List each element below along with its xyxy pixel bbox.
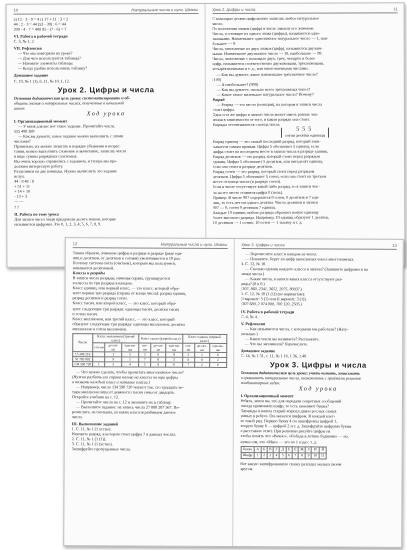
text-line: — Перечислите класс в каждом из чисел. [245,251,318,257]
section-heading: VII. Рефлексия [13,45,42,51]
text-line: числами? [14,138,31,144]
table-cell: 9 [105,357,121,362]
table-cell: 2 [194,362,209,367]
text-line: — Для чего используются таблицы? [17,55,82,61]
text-line: другом. [240,465,254,471]
section-heading: IV. Работа в рабочей тетради [240,308,295,314]
page-12 [64,238,234,546]
text-line: Правильно, их можно записать в порядке убывания и возрас- [14,143,121,149]
text-line: 5. С. 12, № 10 (1 (1)) (по вариантам): [241,291,305,297]
text-line: называются цифрами. Это 0, 1, 2, 3, 4, 5, 6, 7, 8, 9. [14,221,102,227]
page-body [212,15,398,224]
page-number: 12 [72,241,78,247]
cipher-row-label: Шифр [241,452,255,458]
text-line: В записи числа разряды, начиная справа, группируются [72,275,170,281]
text-line: вторую букву 6 — цифрой 2 и т. д. Зашифруйте цифрами буквы [240,423,352,429]
cipher-cell: В [267,446,273,452]
class-header: Класс миллионов (третий класс) [93,334,139,343]
running-title: Натуральные числа и нули. Шкалы [131,7,199,13]
text-line: — Например, число 134 590 720 читают так: сто тридцать че- [76,384,184,390]
text-line: и сравнивать натуральные числа, познакомить с приёмами решения [240,375,361,381]
section-heading: I. Организационный момент [13,118,68,124]
table-cell: 4 [121,362,139,367]
cipher-cell: Ё [292,446,298,452]
section-heading: III. Выполнение заданий [71,421,118,427]
table-cell: 7 [182,362,194,367]
text-line: умных в ребусе. Он оказался шифром. В каждой клет- [240,413,336,419]
figure-caption: сотни десятки единицы [285,132,326,138]
table-cell: 1 [105,352,121,357]
text-line: речислите, из скольких, из каких классов разбиваем данное [71,409,176,415]
running-title: Урок 2. Цифры и числа [212,6,256,12]
text-line: — Какие числа вы называете? Расскажите. [244,335,320,342]
text-line: (I вариант: 3 (1) или II вариант: 3 (1)). [240,296,307,302]
table-cell: 0 [182,357,194,362]
text-line: чтобы понять что «Вечно», «Победа в летние будними» — но, [240,433,349,440]
text-line: Поэтому система счёта (считаем), которым мы пользуемся, [72,260,176,266]
text-line: 907 — 0, сотен 9 десятков 7 единиц. [212,204,276,210]
text-line: стоит цифра. [212,106,235,112]
text-line: Класс миллионов, или третий класс, — это класс, который [72,315,175,322]
cipher-cell: Г [273,446,279,452]
cipher-cell: И [311,446,319,452]
place-value-figure [212,127,398,138]
text-line: ниц и десятков, от десятков к сотням) увеличивается в 10 раз. [72,255,181,261]
text-line: 44 : 2 · 3 = 44 (53 - 39) : 6 = 44 [13,21,66,27]
section-heading: I. Организационный момент [240,393,294,399]
text-line: С. 3, № 1, 2. [13,38,35,44]
table-cell: 0 [209,362,226,367]
text-line: в виде суммы разрядных слагаемых. [14,153,78,159]
text-line: ральные.) [240,330,258,336]
sub-header: де-сят-ки [194,343,209,352]
sub-header: еди-ни-цы [210,343,227,352]
table-cell: 3 [139,352,151,357]
text-line: — Какие числа, в записи каких класса отсутствуют раз- [245,276,343,282]
text-line: чения в зависимости от того, в каком разряде она стоит. [212,116,310,122]
text-line: Каждые 10 единиц любого разряда образуют новую единицу [212,209,319,215]
text-line: сывается самым правым. Цифра 5 обозначает 5 единиц, если [212,143,319,150]
text-line: Числа, состоящие из одного знака (цифры), называются одно- [212,30,321,37]
text-line: Числа, записанные из двух знаков (цифр), называются двузнач- [212,45,323,52]
sub-header: еди-ни-цы [166,343,183,352]
cipher-cell: З [306,446,312,452]
text-line: --- --- [14,199,24,205]
text-line: более высокого разряда. Например, 10 единиц образуют 1 десяток, [212,214,330,220]
text-line: а) 12 · 3 - 9 = 4 г) 17 + 11 : 3 = 2 [13,16,69,22]
text-line: в классы по три разряда в каждом. [72,280,133,286]
table-cell: 2 [210,357,227,362]
sub-header: сот-ни [182,343,194,352]
text-line: Класс тысяч, или второй класс, — это класс, который обра- [72,300,177,307]
text-line: (100) [212,76,222,82]
page-header [73,241,228,249]
table-cell: 1 [194,352,209,357]
text-line: — Как называются числа, с которыми мы работали? (Нату- [244,325,349,332]
table-row [73,361,227,367]
text-line: (307, 860, 2341, 3652, 2075, 80037.) [241,286,303,292]
place-value-table [72,333,227,368]
text-line: ке такой ряд. Первую букву 4 он зашифровал цифрой 1, [240,418,338,424]
text-line: зуют первые три разряда (справа от конца числа): разряд единиц, [72,290,187,297]
text-line: цифр, называются соответственно двузначными, трёхзначными, [212,61,325,67]
text-line: месте от конца числа (в разряде сотен). [212,179,282,185]
text-line: значными. Наименьшее однозначное натуральное число — 1, наи- [212,35,329,42]
row-label: 134 590 720 [74,361,92,367]
cipher-cell: Д [280,446,286,452]
page-header [241,242,397,250]
page-body [14,16,199,226]
table-cell: 8 [151,357,166,362]
text-line: Классы и разряды [72,270,106,276]
text-line: и назвать каждый класс и название класса.) [72,378,150,385]
section-title: Ход урока [298,386,338,393]
text-line: число. [71,414,84,420]
text-line: 10 десятков — 1 сотню, 10 сотен — 1 тысячу и т. д. [212,219,303,225]
class-header: Класс единиц (первый класс) [183,334,227,343]
text-line: Основная дидактическая цель урока: систематизировать и об- [13,94,130,101]
text-line: — Как вы думаете, какое задание можно выполнить с этими [17,133,124,139]
text-line: Вы очень хорошо справились с заданием, и теперь мы про- [14,158,118,164]
text-line: Ребята, зачем вы, что для передачи секретных сообщений [240,398,342,404]
cipher-cell: 2 [261,452,267,458]
text-line: иногда применяли шифр, то есть заменяют буквы? [240,403,329,409]
text-line: тания, можно выполнить сложение и вычитание, записать числа [14,148,127,154]
lesson-title: Урок 3. Цифры и числа [270,360,367,370]
cipher-cell: 5 [280,452,286,458]
cipher-cell: Е [286,446,292,452]
text-line: называется десятичной. [72,265,115,271]
cipher-row-label: Буква [241,446,255,452]
text-line: ряды? (0 и 0.) [241,281,265,287]
text-line: С. 10, № 1 (1), 6, 11, № 10, 1, 12. [13,77,70,84]
text-line: Откройте учебник на с. 12. [71,394,120,400]
text-line: Пример. В числе 907 содержится 9 сотен, 0 десятков и 7 еди- [212,194,320,200]
page-11 [205,3,404,266]
text-line: 2. С. 11, № 1 (1 (1)). [71,436,107,442]
text-line: ниц, то есть нет ни одного десятка. Число десятков в записи [212,199,318,205]
text-line: и сотни тысяч. [72,310,98,316]
cipher-cell: Б [261,446,267,452]
text-line: школе. [13,105,26,111]
lesson-title: Урок 2. Цифры и числа [57,84,155,95]
table-cell: 8 [166,352,183,357]
text-line: Разряды отсчитываются с конца числа. [212,121,281,127]
cipher-cell: 3 [267,452,273,458]
text-line: — У меня для вас вот такое задание. Прочитайте числа. [17,123,116,129]
cipher-cell: 8 [298,452,305,458]
text-line: тыре миллиона пятьсот девяносто тысяч семьсот двадцать. [71,389,176,395]
table-cell: 6 [210,352,227,357]
text-line: 200 - 4 · 7 = 400 85 - (7 - 6) = 7 [13,26,67,32]
text-line: единиц. Цифра 5 обозначает 5 десятков, или пятьдесят единиц, [212,158,323,165]
text-line: ? ? [14,204,19,210]
text-line: + 51 + 11 [14,183,30,189]
text-line: образуют следующие три разряда: единицы миллионов, десятки [72,320,185,327]
text-line: Разряд [212,96,225,102]
text-line: — А наибольшее? (999) [216,81,259,87]
page-header [212,6,398,14]
text-line: четырёхзначными и т. д., или многозначными числами. [212,66,309,72]
text-line: комбинаторных задач. [240,380,281,386]
sub-header: сот-ни [93,343,106,352]
section-heading: Домашнее задание [13,73,49,79]
cipher-cell: А [254,446,261,452]
text-line: С помощью десяти цифр можно записать любое натуральное [212,15,319,21]
section-title: Ход урока [86,110,126,118]
cipher-cell: 10 [311,452,319,458]
text-line: — Что нужно сделать, чтобы прочитать многозначное число? [76,368,184,375]
text-line: Разделимся на две команды. Нужно вычислить это задание [14,168,118,174]
table-cell: 1 [93,362,106,367]
section-heading: Домашнее задание [240,347,276,354]
text-line: большее — 9. [212,41,237,47]
text-line: С. 14, № 1 31, с. 11, № 1 16, 1.36, 1.40. [240,352,308,359]
cipher-cell: Й [319,446,327,452]
text-line: — Когда удобно использовать таблицу? [17,65,88,72]
sub-header: де-сят-ки [105,343,121,352]
text-line: 44 : 8 48 : 8 [14,178,34,184]
running-title: Натуральные числа и нули. Шкалы [160,241,228,247]
text-line: — Назовите элементы таблицы. [17,60,74,67]
text-line: Класс единиц, или первый класс, — это класс, который обра- [72,285,180,292]
page-13 [233,239,403,547]
text-line: 4. С. 12, № 10. [241,261,267,267]
text-line: Зашифруйте пропущенные числа. [71,446,131,452]
cipher-table [240,446,327,459]
text-line: ла на его место ставится цифра 0 (ноль). [212,189,284,195]
page-number: 11 [393,6,398,12]
text-line: — Выполните задание: на запись числа 27 000 207 567. Пе- [75,404,180,410]
section-heading: V. Рефлексия [240,320,266,326]
text-line: Однажды я нашла старый журнал давно рослых самых [240,408,337,414]
text-line: должим интересную работу. [14,163,64,169]
page-header [14,7,199,15]
text-line: Разряд сотен — это разряд, который стоит перед разрядом [212,168,315,175]
text-line: число. [212,20,224,27]
page-10 [7,4,206,267]
text-line: миллионов и сотни миллионов. [72,325,128,332]
text-line: 3. С. 11, № 1 (1 (устно). [71,441,113,447]
text-line: От положения знаков (цифр) в числе зависит его значение. [212,25,315,32]
page-body [240,251,397,444]
cipher-cell: Ж [298,446,305,452]
text-line: Разряд десятков — это разряд, который стоит перед разрядом [212,153,320,160]
page-number: 13 [392,242,397,248]
figure-number: 555 [296,126,315,133]
sub-header: еди-ни-цы [121,343,139,352]
table-cell: 0 [151,352,166,357]
row-label: 15 308 216 [73,351,93,356]
table-cell: 7 [139,357,151,362]
cipher-cell: 7 [292,452,298,458]
table-cell: 0 [194,357,209,362]
bottom-book-spread [63,237,404,548]
table-cell: 3 [166,357,183,362]
text-line: нужно им, что «Мне» — это по 1 года с т. д. [240,438,317,444]
class-header: Класс тысяч (второй класс) [139,334,183,343]
text-line: 1. С. 11, № 1 (1 устно). [71,426,112,432]
sub-header: сот-ни [139,343,151,352]
table-cell: 0 [166,362,183,367]
page-body-continued [72,369,227,453]
cipher-cell: 6 [286,452,292,458]
top-book-spread [6,2,406,267]
text-line: — Какое самое маленькое натуральное число? Почему? [216,91,314,97]
table-cell: 5 [121,352,139,357]
text-line: знаки числа.) [241,271,265,277]
text-line: вслух. [14,173,26,179]
text-line: Вот какую зашифрованную сказку разгадал малыш своим [240,460,342,467]
table-cell: 5 [139,362,151,367]
text-line: Числа, записанные с помощью двух, трёх, четырёх и более [212,55,316,62]
text-line: — Прочитайте числа на с. 12 и запишите их в таблицу. [75,399,172,405]
cipher-cell: 4 [273,452,279,458]
text-line: — Что мы повторяли на уроке? [17,50,73,56]
text-line: Если в числе отсутствует какой-либо разряд, то в записи чис- [212,184,320,190]
table-cell: 9 [151,362,166,367]
text-line: — Что вы запомнили? Перечислите. [244,340,309,347]
text-line: Таким образом, значение цифры в разряде в разряде (ряде еди- [72,250,183,256]
cipher-cell: 1 [254,452,261,458]
row-label: 91 783 002 [73,356,93,361]
text-line: — Разряд — это место (позиция), на котором в записи числа [216,101,323,107]
page-body [72,250,227,332]
text-line: зуют следующие три разряда: единицы тысяч, десятки тысяч [72,305,180,312]
text-line: Основная дидактическая цель урока: учить читать, записывать [240,369,360,376]
text-line: + 14 + 10 [14,188,31,195]
text-line: — Покажите, берут ли цифр записанных чисел многозначных. [245,256,355,262]
section-heading: II. Работа по теме урока [14,211,59,217]
text-line: - 13 + 3 [14,194,28,200]
text-line: и расставьте ответ. При решении рисуйте цифры на [240,428,331,434]
text-line: (Нужно разбить его справа налево на классы по три цифры [72,373,178,380]
text-line: — Как вы думаете, сколько всего трёхзначных чисел? [216,86,311,92]
text-line: Для записи чисел люди придумали десять знаков, которые [14,215,117,222]
table-body [73,351,227,367]
text-line: — Сколько единиц каждого класса в записи? (Запишите цифрами и на [245,266,368,272]
page-body-continued [240,461,396,472]
text-line: 555 498 389 [13,128,35,134]
text-line: Назовите разряд, в котором стоит цифра 7 в данных числах. [71,431,177,438]
text-line: Разряд единиц — это самый последний разряд, который запи- [212,138,321,145]
text-line: С. 4, № 4. [240,313,258,319]
sub-header: де-сят-ки [151,343,166,352]
table-cell: 2 [182,352,194,357]
table-cell: 3 [105,362,121,367]
text-line: ными. Наименьшее двузначное число — 10, наибольшее — 99. [212,50,323,57]
cipher-cell: 9 [306,452,312,458]
text-line: общить знания о натуральных числах, полученные в начальной [13,99,124,106]
text-line: если она стоит в разряде десятков. [212,164,273,170]
cipher-row [241,452,327,458]
text-line: Одна и та же цифра в записи числа может иметь разные зна- [212,111,319,117]
page-number: 10 [13,7,19,13]
text-line: десятков. Цифра 5 обозначает 5 сотен, если она стоит на третьем [212,173,327,180]
cipher-cell: 11 [319,452,327,458]
text-line: — Как вы думаете, какое наименьшее трёхзначное число? [216,71,318,77]
text-line: разряд десятков и разряд сотен. [72,295,128,301]
table-cell: 1 [121,357,139,362]
text-line: цифра стоит на последнем месте в записи числа в разряде единиц. [212,148,329,155]
table-corner: Число [73,333,93,351]
section-heading: VI. Работа в рабочей тетради [13,33,68,39]
running-title: Урок 3. Цифры и числа [241,242,285,248]
text-line: (307 680, 2 074 000, 700 120, 2505.) [240,301,303,307]
